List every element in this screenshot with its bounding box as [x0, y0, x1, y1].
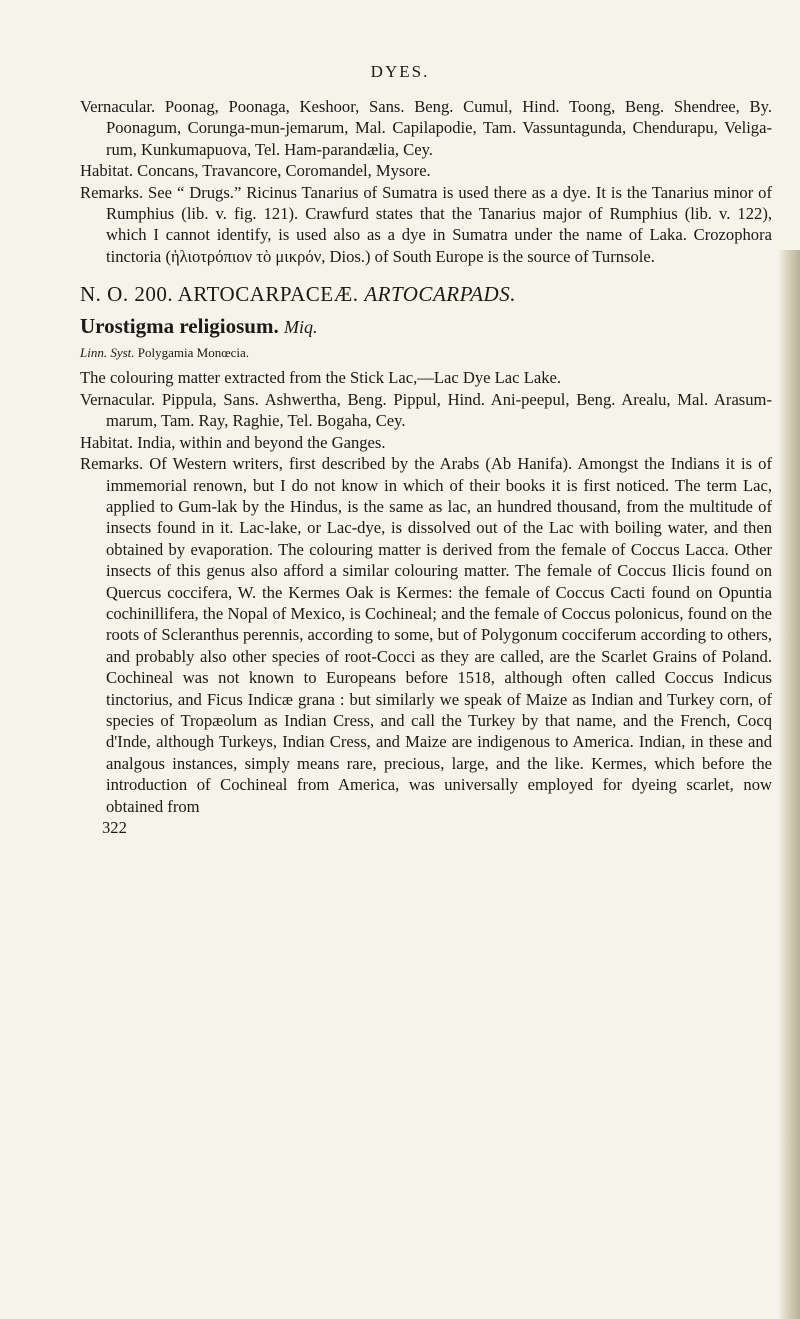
vernacular-paragraph-2: Vernacular. Pippula, Sans. Ashwertha, Beng. Pippul, Hind. Ani-peepul, Beng. Arealu, Mal. Arasum-marum, Tam. Ray, Raghie, Tel. Bogaha, Cey. — [80, 389, 772, 431]
species-authority: Miq. — [283, 316, 318, 337]
linn-label: Linn. Syst. — [80, 345, 135, 361]
section-heading-order: N. O. 200. ARTOCARPACEÆ. — [80, 282, 359, 307]
remarks-paragraph-1: Remarks. See “ Drugs.” Ricinus Tanarius of Sumatra is used there as a dye. It is the Tanarius minor of Rumphius (lib. v. fig. 121). Crawfurd states that the Tanarius major of Rumphius (lib. v. 122), which I cannot identify, is used also as a dye in Sumatra under the name of Laka. Crozophora tinctoria (ἡλιοτρόπιον τὸ μικρόν, Dios.) of South Europe is the source of Turnsole. — [80, 182, 772, 266]
page-number: 322 — [102, 818, 127, 837]
remarks-paragraph-2: Remarks. Of Western writers, first described by the Arabs (Ab Hanifa). Amongst the Indians it is of immemorial renown, but I do not know in which of their books it is first noticed. The term Lac, applied to Gum-lak by the Hindus, is the same as lac, an hundred thousand, from the multitude of insects found in it. Lac-lake, or Lac-dye, is dissolved out of the Lac with boiling water, and then obtained by evaporation. The colouring matter is derived from the female of Coccus Lacca. Other insects of this genus also afford a similar colouring matter. The female of Coccus Ilicis found on Quercus coccifera, W. the Kermes Oak is Kermes: the female of Coccus Cacti found on Opuntia cochinillifera, the Nopal of Mexico, is Cochineal; and the female of Coccus polonicus, found on the roots of Scleranthus perennis, according to some, but of Polygonum cocciferum according to others, and probably also other species of root-Cocci as they are called, are the Scarlet Grains of Poland. Cochineal was not known to Europeans before 1518, although often called Coccus Indicus tinctorius, and Ficus Indicæ grana : but similarly we speak of Maize as Indian and Turkey corn, of species of Tropæolum as Indian Cress, and call the Turkey by that name, and the French, Cocq d'Inde, although Turkeys, Indian Cress, and Maize are indigenous to America. Indian, in these and analgous instances, simply means rare, precious, large, and the like. Kermes, which before the introduction of Cochineal from America, was universally employed for dyeing scarlet, now obtained from — [80, 454, 772, 816]
page-body — [80, 96, 772, 838]
habitat-paragraph-2: Habitat. India, within and beyond the Ganges. — [80, 432, 386, 452]
vernacular-paragraph-1: Vernacular. Poonag, Poonaga, Keshoor, Sans. Beng. Cumul, Hind. Toong, Beng. Shendree, By. Poonagum, Corunga-mun-jemarum, Mal. Capilapodie, Tam. Vassuntagunda, Chendurapu, Veliga-rum, Kunkumapuova, Tel. Ham-parandælia, Cey. — [80, 97, 772, 159]
habitat-paragraph-1: Habitat. Concans, Travancore, Coromandel, Mysore. — [80, 161, 431, 181]
section-heading — [80, 284, 772, 305]
running-header: DYES. — [370, 62, 430, 81]
colouring-paragraph: The colouring matter extracted from the Stick Lac,—Lac Dye Lac Lake. — [80, 368, 561, 388]
section-heading-common: ARTOCARPADS. — [364, 282, 516, 307]
species-heading — [80, 313, 772, 338]
species-name: Urostigma religiosum. — [80, 313, 279, 338]
page-edge-shadow — [778, 250, 800, 1319]
linn-value: Polygamia Monœcia. — [137, 345, 250, 361]
linnaean-system — [80, 342, 772, 363]
